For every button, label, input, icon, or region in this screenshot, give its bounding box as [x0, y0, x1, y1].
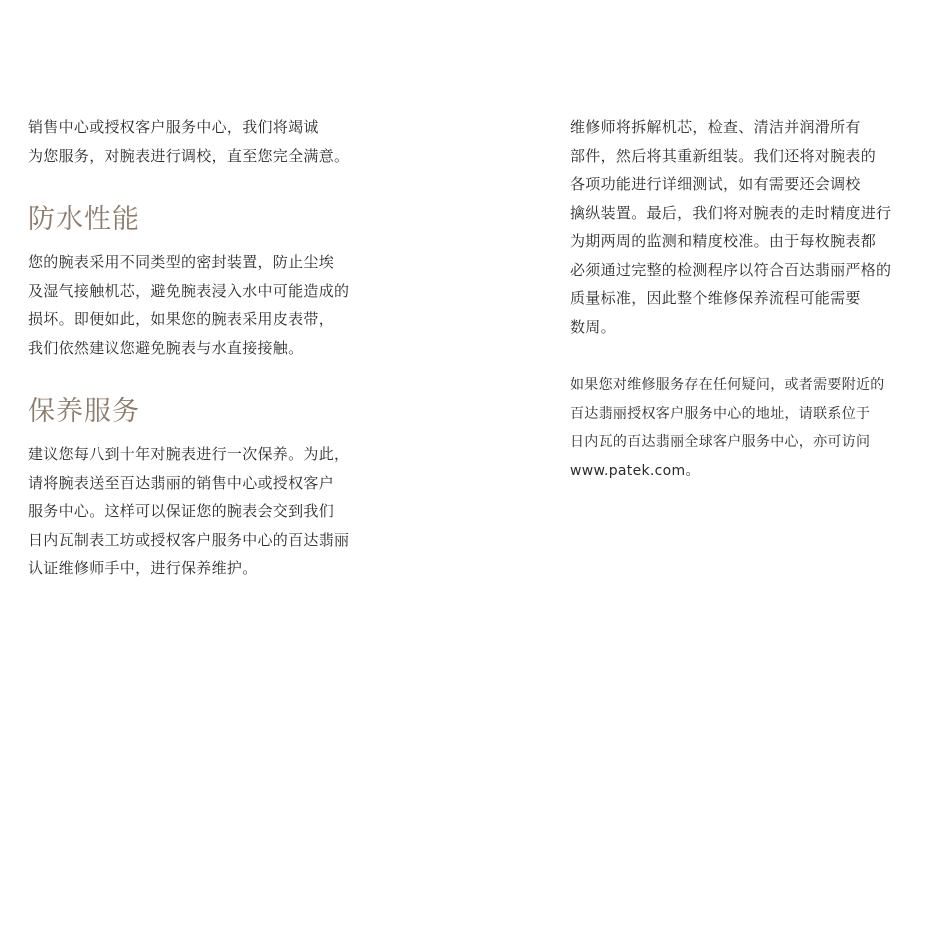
text-line: 如果您对维修服务存在任何疑问，或者需要附近的 [570, 377, 885, 393]
text-line: 建议您每八到十年对腕表进行一次保养。为此， [28, 445, 350, 463]
left-column [28, 113, 388, 583]
text-line: 数周。 [570, 317, 616, 336]
text-line: 服务中心。这样可以保证您的腕表会交到我们 [28, 502, 335, 520]
text-line: 您的腕表采用不同类型的密封装置，防止尘埃 [28, 253, 335, 271]
text-line: 损坏。即便如此，如果您的腕表采用皮表带， [28, 310, 335, 328]
text-line: 及湿气接触机芯，避免腕表浸入水中可能造成的 [28, 281, 350, 300]
text-line: 日内瓦的百达翡丽全球客户服务中心，亦可访问 [570, 434, 871, 450]
text-line: 质量标准，因此整个维修保养流程可能需要 [570, 289, 861, 307]
repair-paragraph [570, 113, 925, 341]
text-line: 认证维修师手中，进行保养维护。 [28, 559, 258, 577]
text-line: 请将腕表送至百达翡丽的销售中心或授权客户 [28, 473, 335, 492]
text-line: 为期两周的监测和精度校准。由于每枚腕表都 [570, 232, 877, 250]
text-line: 销售中心或授权客户服务中心，我们将竭诚 [28, 118, 319, 136]
text-line: 日内瓦制表工坊或授权客户服务中心的百达翡丽 [28, 530, 350, 549]
service-heading: 保养服务 [28, 396, 140, 427]
intro-paragraph [28, 113, 388, 170]
right-column [570, 113, 925, 485]
service-paragraph [28, 440, 388, 583]
text-line: 必须通过完整的检测程序以符合百达翡丽严格的 [570, 260, 892, 279]
text-line: 为您服务，对腕表进行调校，直至您完全满意。 [28, 146, 350, 165]
text-line: 擒纵装置。最后，我们将对腕表的走时精度进行 [570, 203, 892, 222]
waterproof-heading: 防水性能 [28, 204, 140, 235]
text-line: 我们依然建议您避免腕表与水直接接触。 [28, 338, 304, 357]
website-url-line: www.patek.com。 [570, 462, 700, 479]
text-line: 各项功能进行详细测试，如有需要还会调校 [570, 175, 861, 193]
text-line: 百达翡丽授权客户服务中心的地址，请联系位于 [570, 405, 871, 422]
contact-paragraph [570, 371, 925, 485]
text-line: 部件，然后将其重新组装。我们还将对腕表的 [570, 146, 877, 165]
waterproof-paragraph [28, 248, 388, 362]
text-line: 维修师将拆解机芯，检查、清洁并润滑所有 [570, 118, 861, 136]
